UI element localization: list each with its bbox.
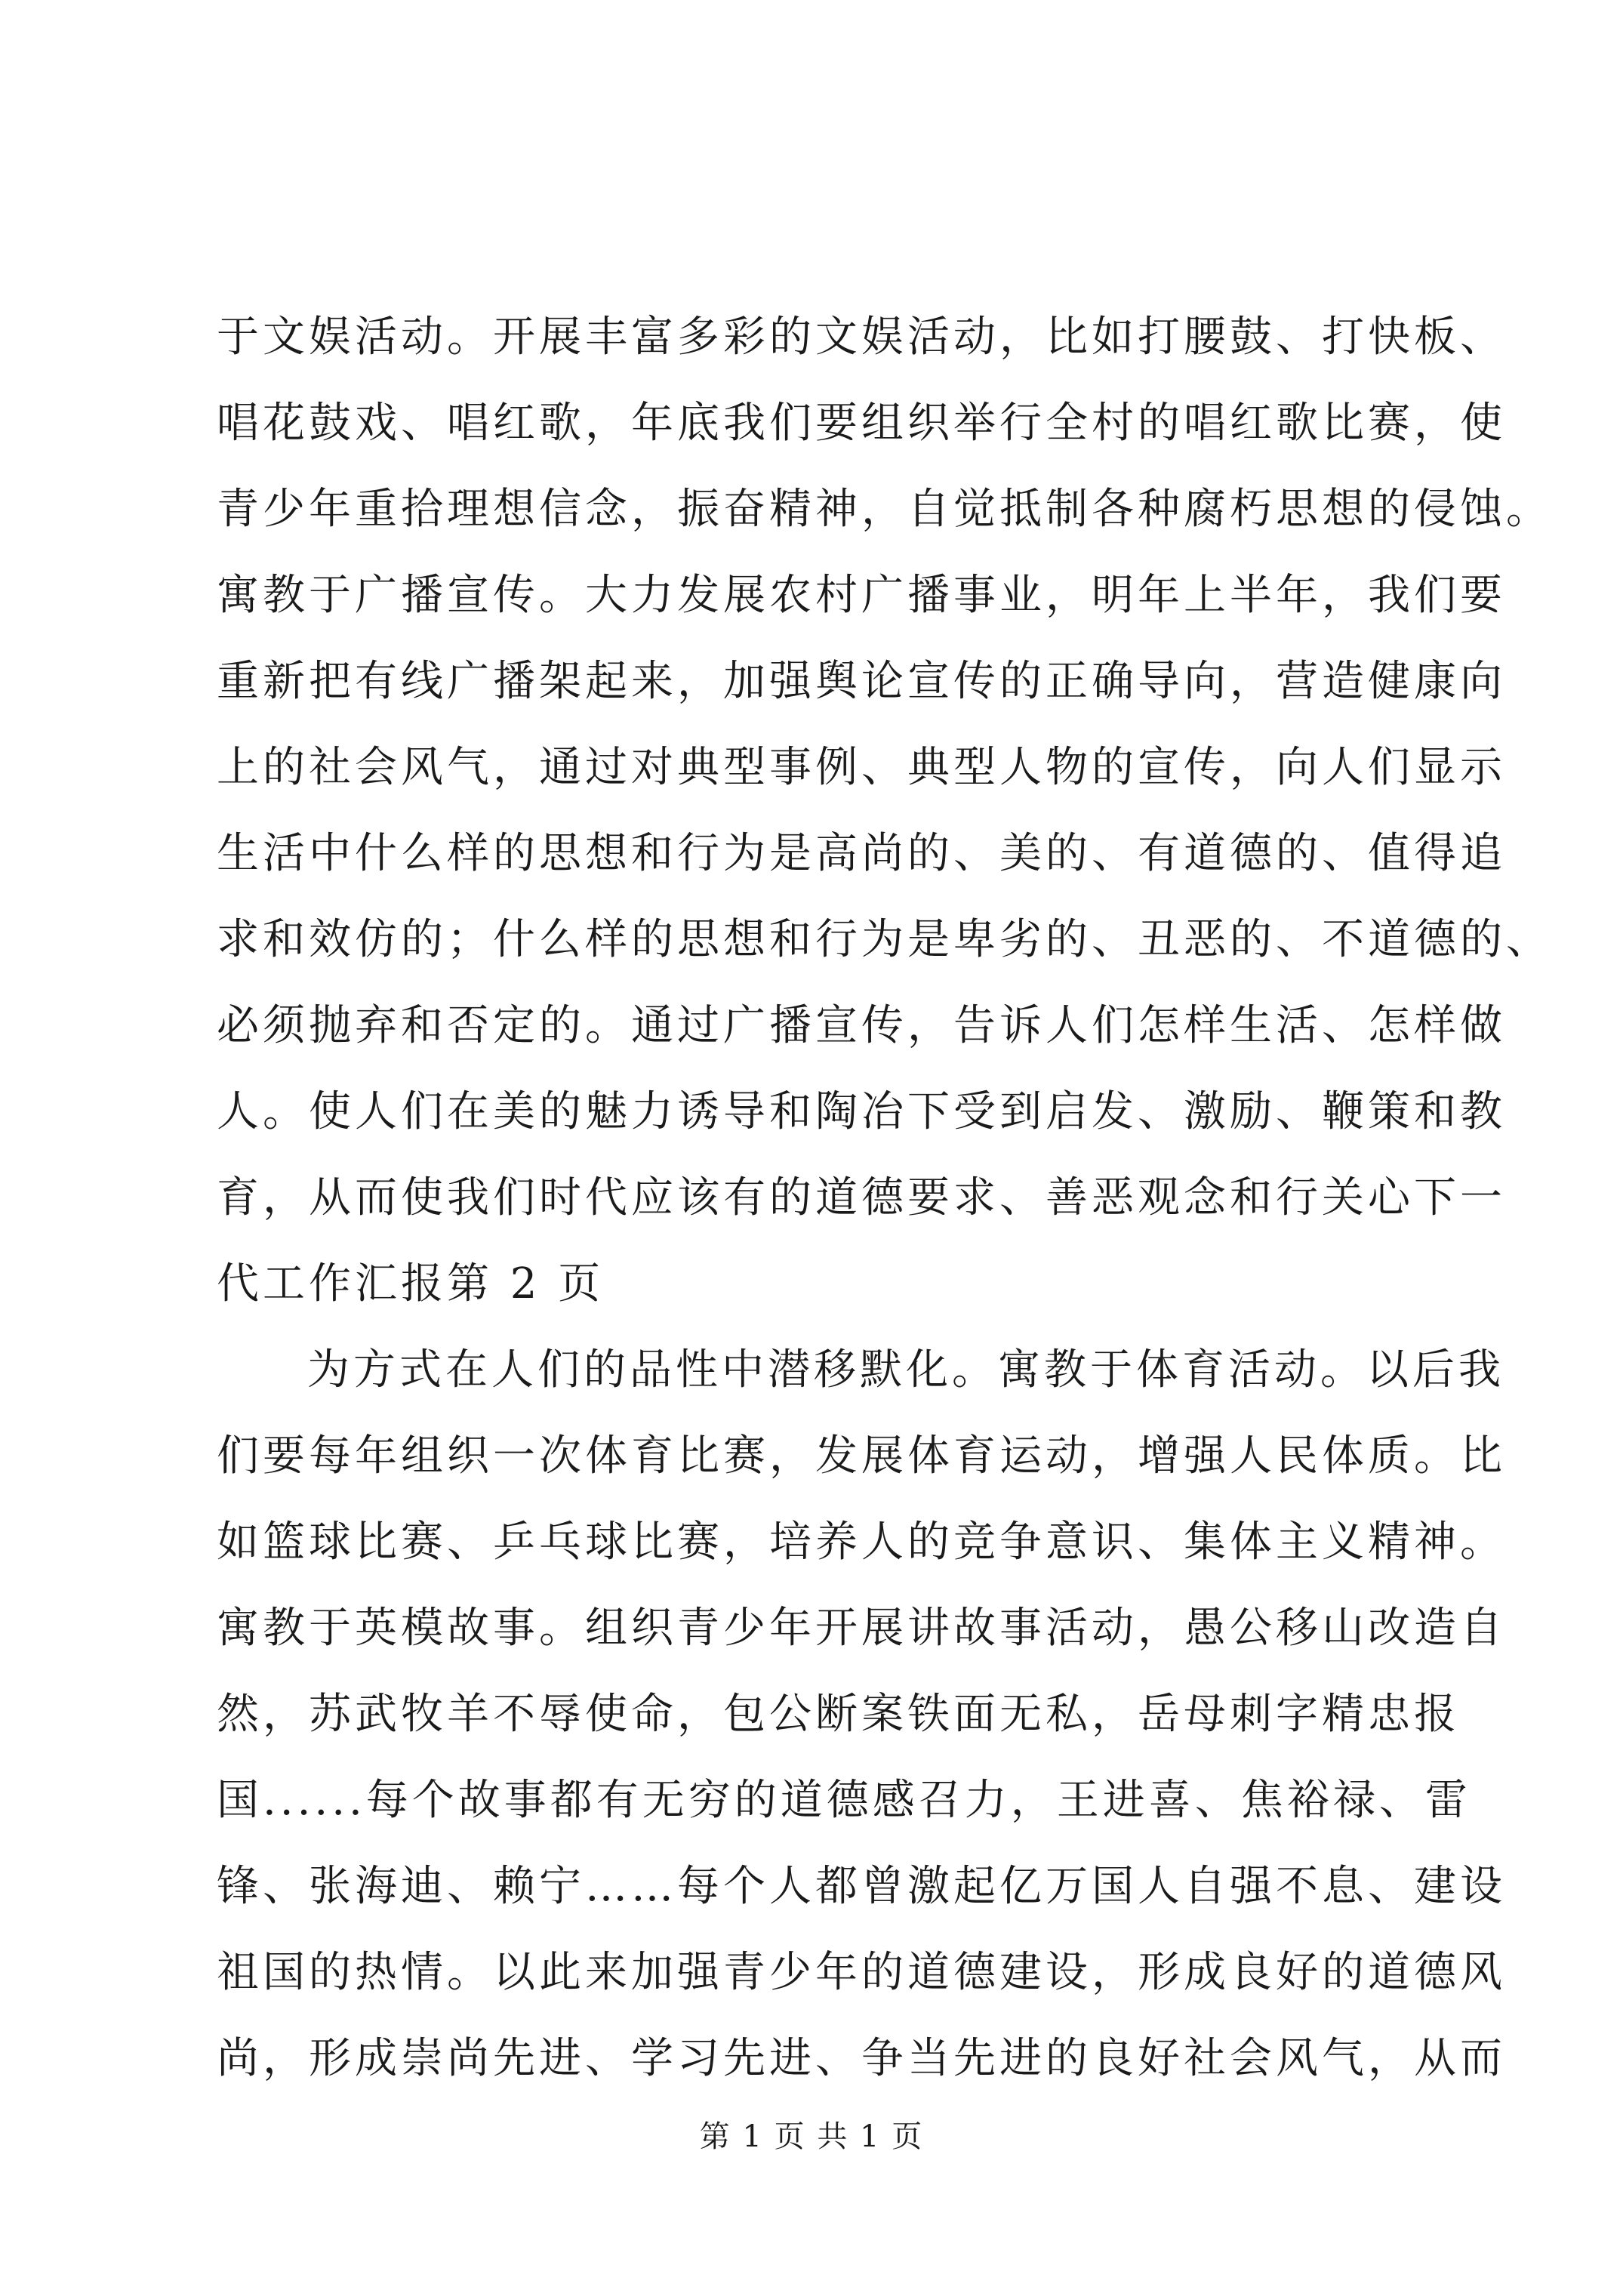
text-line: 人。使人们在美的魅力诱导和陶冶下受到启发、激励、鞭策和教 xyxy=(217,1087,1506,1136)
text-line: 生活中什么样的思想和行为是高尚的、美的、有道德的、值得追 xyxy=(217,829,1506,878)
text-line-paragraph-start: 为方式在人们的品性中潜移默化。寓教于体育活动。以后我 xyxy=(307,1345,1504,1395)
text-line: 祖国的热情。以此来加强青少年的道德建设，形成良好的道德风 xyxy=(217,1948,1506,1997)
text-line: 唱花鼓戏、唱红歌，年底我们要组织举行全村的唱红歌比赛，使 xyxy=(217,399,1506,448)
text-line: 求和效仿的；什么样的思想和行为是卑劣的、丑恶的、不道德的、 xyxy=(217,915,1552,964)
text-line: 寓教于广播宣传。大力发展农村广播事业，明年上半年，我们要 xyxy=(217,571,1506,620)
text-line: 于文娱活动。开展丰富多彩的文娱活动，比如打腰鼓、打快板、 xyxy=(217,313,1506,362)
body-text xyxy=(217,294,1552,2102)
text-line: 青少年重拾理想信念，振奋精神，自觉抵制各种腐朽思想的侵蚀。 xyxy=(217,485,1552,534)
text-line: 然，苏武牧羊不辱使命，包公断案铁面无私，岳母刺字精忠报 xyxy=(217,1690,1460,1739)
page-footer xyxy=(0,2114,1623,2159)
text-line: 们要每年组织一次体育比赛，发展体育运动，增强人民体质。比 xyxy=(217,1432,1506,1481)
text-line: 如篮球比赛、乒乓球比赛，培养人的竞争意识、集体主义精神。 xyxy=(217,1518,1506,1567)
text-line: 上的社会风气，通过对典型事例、典型人物的宣传，向人们显示 xyxy=(217,743,1506,792)
text-line: 必须抛弃和否定的。通过广播宣传，告诉人们怎样生活、怎样做 xyxy=(217,1001,1506,1050)
text-line: 寓教于英模故事。组织青少年开展讲故事活动，愚公移山改造自 xyxy=(217,1604,1506,1653)
text-line: 国......每个故事都有无穷的道德感召力，王进喜、焦裕禄、雷 xyxy=(217,1776,1471,1825)
text-line: 锋、张海迪、赖宁……每个人都曾激起亿万国人自强不息、建设 xyxy=(217,1862,1506,1911)
text-line: 育，从而使我们时代应该有的道德要求、善恶观念和行关心下一 xyxy=(217,1173,1506,1222)
text-line: 尚，形成崇尚先进、学习先进、争当先进的良好社会风气，从而 xyxy=(217,2034,1506,2083)
page-number-label: 第 1 页 共 1 页 xyxy=(699,2119,924,2154)
text-line: 代工作汇报第 2 页 xyxy=(217,1259,605,1308)
text-line: 重新把有线广播架起来，加强舆论宣传的正确导向，营造健康向 xyxy=(217,657,1506,706)
